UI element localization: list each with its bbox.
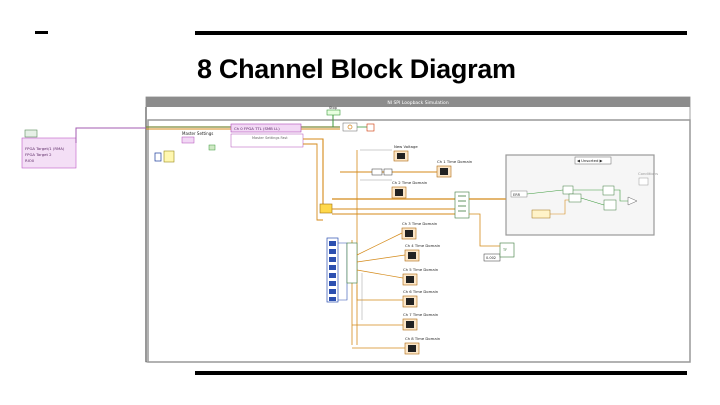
numeric-constant-pair[interactable]	[532, 210, 550, 218]
ch7-graph-label: Ch 7 Time Domain	[403, 312, 439, 317]
ch1-graph-label: Ch 1 Time Domain	[437, 159, 473, 164]
ch6-graph-label: Ch 6 Time Domain	[403, 289, 439, 294]
compare-node-b[interactable]	[569, 194, 581, 202]
new-voltage-label: New Voltage	[394, 144, 418, 149]
timing-icon	[164, 151, 174, 162]
channel-index-node[interactable]	[347, 243, 357, 283]
ch2-graph-label: Ch 2 Time Domain	[392, 180, 428, 185]
master-settings-control[interactable]	[182, 137, 194, 143]
fpga-target-line3: RIO0	[25, 158, 35, 163]
convert-node[interactable]	[384, 169, 392, 175]
select-node[interactable]	[604, 200, 616, 210]
fpga-target-line2: FPGA Target 2	[25, 152, 52, 157]
ch3-graph-label: Ch 3 Time Domain	[402, 221, 438, 226]
bottom-rule	[195, 371, 687, 375]
spi-ref-label: Master Settings Fast	[252, 136, 288, 140]
case-output-label: Conditions	[638, 171, 659, 176]
stop-button-terminal[interactable]	[367, 124, 374, 131]
loop-condition-node[interactable]	[343, 123, 357, 131]
error-in-icon[interactable]	[209, 145, 215, 150]
window-title: NI SPI Loopback Simulation	[387, 101, 449, 106]
build-array-node[interactable]	[603, 186, 614, 195]
case-selector-label: ◀ Unsorted ▶	[577, 158, 603, 163]
ch5-graph-label: Ch 5 Time Domain	[403, 267, 439, 272]
index-terminal-icon	[155, 153, 161, 161]
fpga-target-line1: FPGA Target/1 (RMA)	[25, 146, 65, 151]
stop-label: Stop	[329, 106, 337, 110]
bool-node-label: TF	[503, 248, 508, 252]
read-data-node[interactable]	[320, 204, 332, 213]
error-input-label: ERR	[513, 193, 521, 197]
numeric-indicator-value: 0.002	[486, 256, 497, 260]
ch4-graph-label: Ch 4 Time Domain	[405, 243, 441, 248]
ch8-graph-label: Ch 8 Time Domain	[405, 336, 441, 341]
slide-title: 8 Channel Block Diagram	[197, 54, 516, 84]
case-output-terminal[interactable]	[639, 178, 648, 185]
rio-control-icon[interactable]	[25, 130, 37, 137]
fpga-reference-label: Ch 0 FPGA TTL (SMB LL)	[234, 126, 280, 131]
stop-indicator[interactable]	[327, 110, 340, 115]
master-settings-label: Master Settings	[182, 131, 214, 136]
build-waveform-node[interactable]	[372, 169, 382, 175]
compare-node-a[interactable]	[563, 186, 573, 194]
